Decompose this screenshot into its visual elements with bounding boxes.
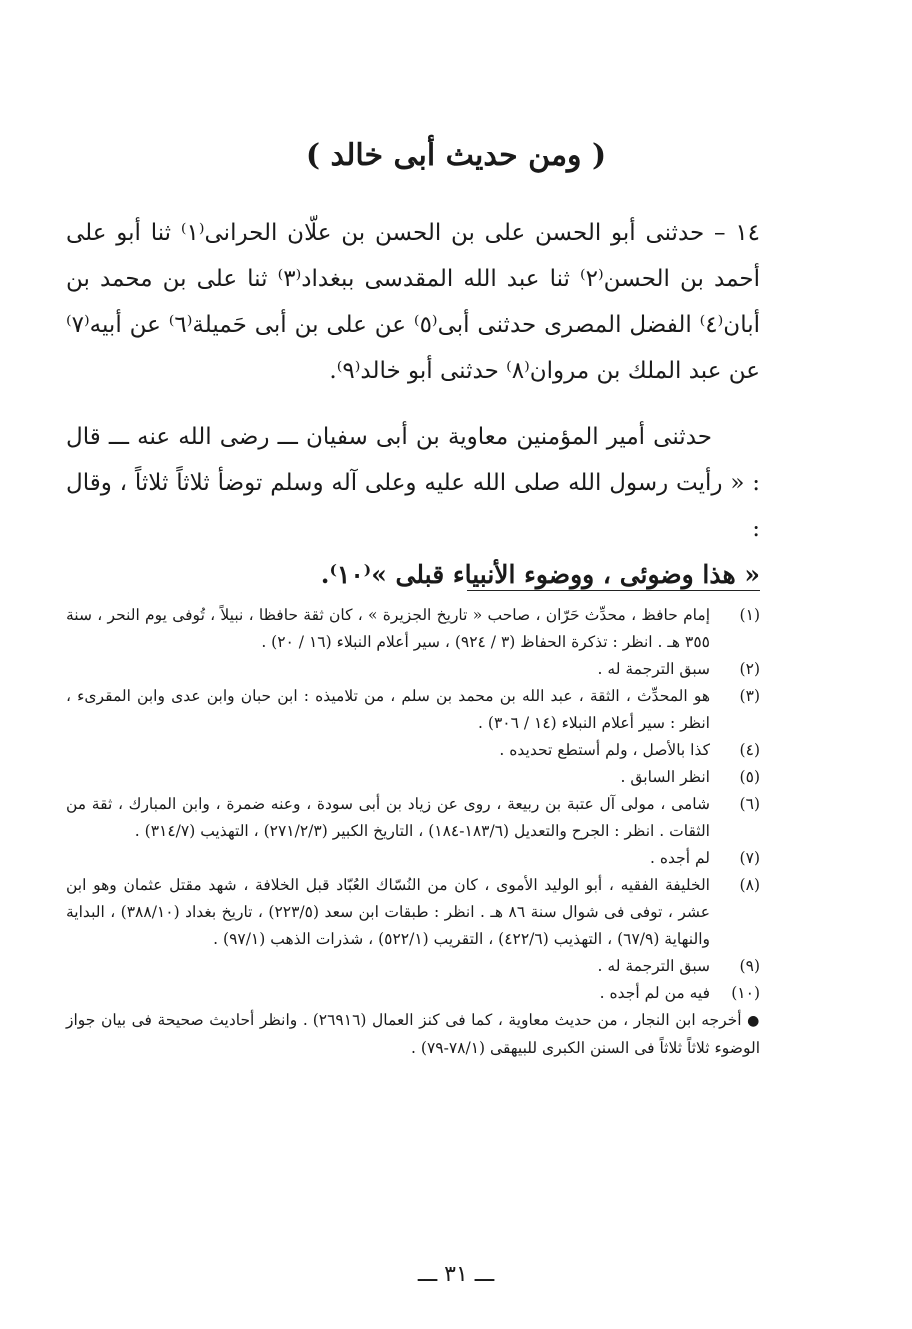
footnote-text: شامى ، مولى آل عتبة بن ربيعة ، روى عن زياد بن أبى سودة ، وعنه ضمرة ، وابن المبارك ، ثقة من الثقات . انظر : الجرح والتعديل (١٨٣/٦-١٨٤) ، التاريخ الكبير (٢٧١/٢/٣) ، التهذيب (٣١٤/٧) . [66,795,710,840]
footnote-item [66,845,760,872]
footnote-number: (٣) [739,687,760,705]
prophetic-quote: « هذا وضوئى ، ووضوء الأنبياء قبلى »⁽١٠⁾. [320,560,760,589]
footnote-item [66,764,760,791]
footnote-text: انظر السابق . [620,768,710,786]
footnote-text: كذا بالأصل ، ولم أستطع تحديده . [499,741,710,759]
footnote-item [66,980,760,1007]
footnote-text: هو المحدِّث ، الثقة ، عبد الله بن محمد بن سلم ، من تلاميذه : ابن حبان وابن عدى وابن المقرىء ، انظر : سير أعلام النبلاء (١٤ / ٣٠٦) . [66,687,710,732]
footnote-number: (٨) [739,876,760,894]
bullet-icon: ● [747,1013,761,1029]
footnote-item [66,953,760,980]
footnote-number: (١) [739,606,760,624]
takhrij-text: أخرجه ابن النجار ، من حديث معاوية ، كما فى كنز العمال (٢٦٩١٦) . وانظر أحاديث صحيحة فى بيان جواز الوضوء ثلاثاً ثلاثاً فى السنن الكبرى للبيهقى (٧٨/١-٧٩) . [66,1011,760,1057]
footnote-number: (٩) [739,957,760,975]
isnad-text: حدثنى أبو الحسن على بن الحسن بن علّان الحرانى⁽١⁾ ثنا أبو على أحمد بن الحسن⁽٢⁾ ثنا عبد الله المقدسى ببغداد⁽٣⁾ ثنا على بن محمد بن أبان⁽٤⁾ الفضل المصرى حدثنى أبى⁽٥⁾ عن على بن أبى حَميلة⁽٦⁾ عن أبيه⁽٧⁾ عن عبد الملك بن مروان⁽٨⁾ حدثنى أبو خالد⁽٩⁾. [66,220,760,384]
footnote-number: (٦) [739,795,760,813]
footnote-divider [467,590,760,591]
section-heading: ( ومن حديث أبى خالد ) [305,138,607,173]
hadith-number: ١٤ – [714,220,761,246]
takhrij-note [66,1007,760,1062]
footnote-number: (٤) [739,741,760,759]
footnote-number: (٥) [739,768,760,786]
footnote-number: (١٠) [731,984,760,1002]
narration-paragraph [66,414,760,599]
footnote-item [66,791,760,845]
footnotes [66,602,760,1062]
isnad-paragraph [66,210,760,394]
footnote-item [66,737,760,764]
hadith-body [66,210,760,599]
narration-text: حدثنى أمير المؤمنين معاوية بن أبى سفيان ـــ رضى الله عنه ـــ قال : « رأيت رسول الله صلى الله عليه وعلى آله وسلم توضأ ثلاثاً ثلاثاً ، وقال : [66,424,760,542]
footnote-item [66,656,760,683]
page-number: ـــ ٣١ ـــ [417,1262,495,1287]
footnote-text: سبق الترجمة له . [597,957,710,975]
footnote-text: سبق الترجمة له . [597,660,710,678]
footnote-text: الخليفة الفقيه ، أبو الوليد الأموى ، كان من النُسّاك العُبّاد قبل الخلافة ، شهد مقتل عثمان وهو ابن عشر ، توفى فى شوال سنة ٨٦ هـ . انظر : طبقات ابن سعد (٢٢٣/٥) ، تاريخ بغداد (٣٨٨/١٠) ، البداية والنهاية (٦٧/٩) ، التهذيب (٤٢٢/٦) ، التقريب (٥٢٢/١) ، شذرات الذهب (٩٧/١) . [66,876,710,948]
footnote-text: فيه من لم أجده . [599,984,710,1002]
footnote-item [66,872,760,953]
footnote-text: لم أجده . [650,849,710,867]
footnote-number: (٢) [739,660,760,678]
footnote-item [66,683,760,737]
footnote-text: إمام حافظ ، محدِّث حَرّان ، صاحب « تاريخ الجزيرة » ، كان ثقة حافظا ، نبيلاً ، تُوفى يوم النحر ، سنة ٣٥٥ هـ . انظر : تذكرة الحفاظ (٣ / ٩٢٤) ، سير أعلام النبلاء (١٦ / ٢٠) . [66,606,710,651]
footnote-number: (٧) [739,849,760,867]
footnote-item [66,602,760,656]
